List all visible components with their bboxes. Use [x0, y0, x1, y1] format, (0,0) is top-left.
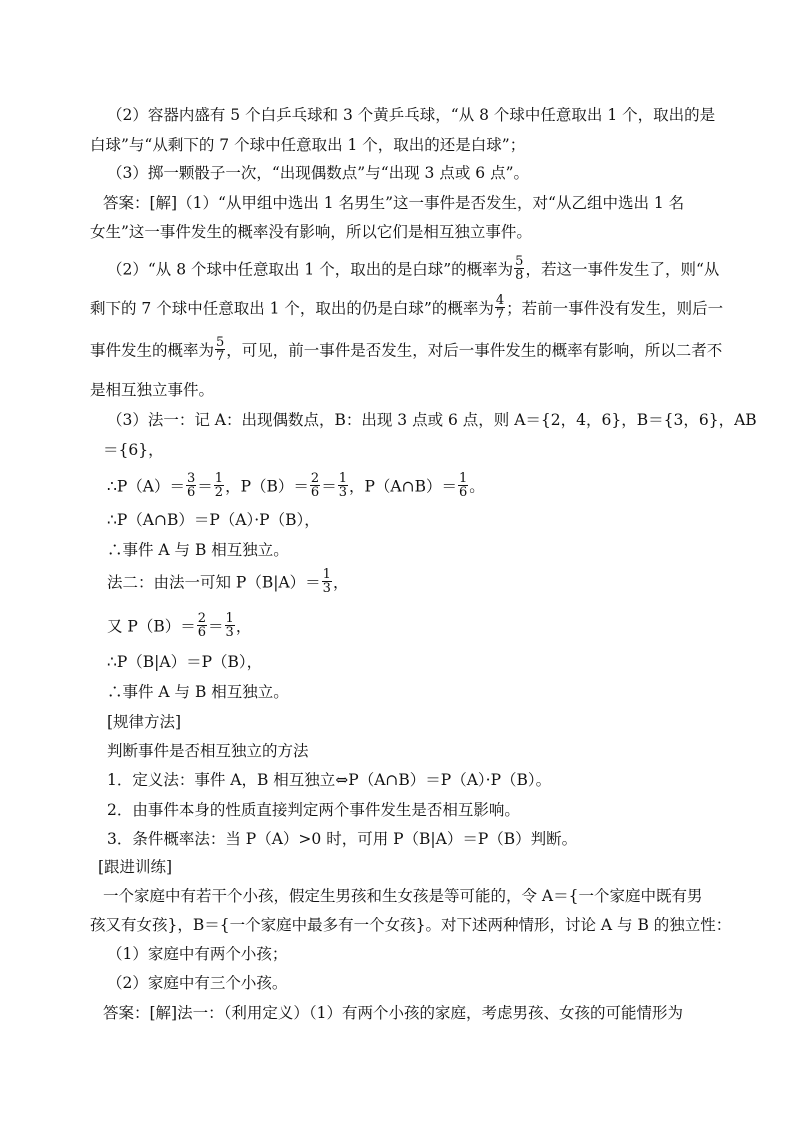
text-span: 又 P（B）＝	[107, 617, 196, 636]
text-span: ；若前一事件没有发生，则后一	[506, 299, 724, 318]
text-line	[107, 105, 715, 125]
text-span: 女生”这一事件发生的概率没有影响，所以它们是相互独立事件。	[90, 223, 532, 241]
text-span: ∴P（B|A）＝P（B），	[107, 653, 263, 671]
text-span: ＝	[197, 477, 213, 496]
text-span: ，若这一事件发生了，则“从	[525, 260, 720, 279]
text-span: （1）家庭中有两个小孩；	[107, 945, 288, 963]
text-line	[103, 1003, 683, 1023]
fraction-numerator: 1	[338, 471, 347, 486]
text-line	[107, 410, 757, 430]
fraction-numerator: 2	[310, 471, 320, 486]
text-span: ∴P（A）＝	[107, 477, 185, 496]
fraction-denominator: 3	[338, 485, 347, 500]
text-span: （3）法一：记 A：出现偶数点，B：出现 3 点或 6 点，则 A＝{2，4，6}，B＝{3，6}，AB	[107, 411, 757, 429]
text-line	[107, 567, 349, 597]
fraction-numerator: 1	[214, 471, 224, 486]
fraction	[197, 612, 207, 639]
fraction	[458, 472, 468, 499]
fraction-numerator: 1	[459, 471, 468, 486]
text-line	[103, 886, 703, 906]
text-span: （2）家庭中有三个小孩。	[107, 974, 288, 992]
text-span: 一个家庭中有若干个小孩，假定生男孩和生女孩是等可能的，令 A＝{一个家庭中既有男	[103, 887, 703, 905]
text-span: 白球”与“从剩下的 7 个球中任意取出 1 个，取出的还是白球”；	[90, 136, 526, 154]
text-span: 孩又有女孩}，B＝{一个家庭中最多有一个女孩}。对下述两种情形，讨论 A 与 B 的独立性：	[90, 916, 732, 934]
text-span: 剩下的 7 个球中任意取出 1 个，取出的仍是白球”的概率为	[90, 299, 494, 318]
fraction	[322, 568, 332, 595]
fraction-numerator: 4	[495, 293, 505, 308]
fraction-denominator: 6	[187, 485, 196, 500]
text-line	[90, 222, 532, 242]
fraction	[338, 472, 348, 499]
text-span: ＝{6}，	[103, 441, 164, 459]
text-span: [规律方法]	[107, 713, 182, 731]
fraction-denominator: 7	[495, 307, 505, 322]
fraction-denominator: 3	[225, 625, 234, 640]
text-line	[103, 440, 164, 460]
text-span: 法二：由法一可知 P（B|A）＝	[107, 573, 321, 592]
text-line	[98, 857, 172, 877]
fraction-numerator: 5	[216, 335, 225, 350]
text-span: 2．由事件本身的性质直接判定两个事件发生是否相互影响。	[107, 801, 520, 819]
fraction	[215, 336, 225, 363]
text-line	[90, 135, 525, 155]
text-span: ，P（B）＝	[225, 477, 309, 496]
text-line	[107, 682, 289, 702]
text-line	[90, 915, 731, 935]
text-span: ＝	[208, 617, 224, 636]
text-line	[107, 829, 577, 849]
fraction	[214, 472, 224, 499]
text-span: 判断事件是否相互独立的方法	[107, 742, 309, 760]
text-span: ，可见，前一事件是否发生，对后一事件发生的概率有影响，所以二者不	[226, 341, 723, 360]
text-span: ，	[235, 617, 252, 636]
text-line	[107, 163, 529, 183]
fraction-denominator: 6	[197, 625, 207, 640]
text-span: 答案：[解]（1）“从甲组中选出 1 名男生”这一事件是否发生，对“从乙组中选出 1 名	[103, 194, 685, 212]
fraction-denominator: 6	[310, 485, 320, 500]
text-span: ∴事件 A 与 B 相互独立。	[107, 683, 289, 701]
fraction	[310, 472, 320, 499]
fraction-denominator: 8	[515, 268, 524, 283]
text-span: ∴事件 A 与 B 相互独立。	[107, 541, 289, 559]
text-line	[107, 770, 551, 790]
text-span: ∴P（A∩B）＝P（A）·P（B），	[107, 511, 320, 529]
fraction	[186, 472, 196, 499]
fraction-denominator: 3	[322, 581, 331, 596]
text-span: 是相互独立事件。	[90, 381, 215, 399]
fraction-numerator: 3	[187, 471, 196, 486]
text-line	[107, 540, 289, 560]
text-span: 事件发生的概率为	[90, 341, 215, 360]
text-span: （3）掷一颗骰子一次，“出现偶数点”与“出现 3 点或 6 点”。	[107, 164, 529, 182]
text-line	[107, 611, 252, 641]
fraction-denominator: 7	[216, 349, 225, 364]
fraction-numerator: 2	[197, 611, 207, 626]
fraction-numerator: 5	[515, 254, 524, 269]
text-line	[107, 254, 720, 284]
text-span: 答案：[解]法一：（利用定义）（1）有两个小孩的家庭，考虑男孩、女孩的可能情形为	[103, 1004, 683, 1022]
text-span: ，P（A∩B）＝	[348, 477, 457, 496]
text-line	[90, 335, 723, 365]
text-line	[107, 471, 485, 501]
text-line	[107, 973, 287, 993]
text-span: ＝	[321, 477, 337, 496]
text-span: 1．定义法：事件 A，B 相互独立⇔P（A∩B）＝P（A）·P（B）。	[107, 771, 552, 789]
fraction-denominator: 6	[459, 485, 468, 500]
fraction	[514, 255, 524, 282]
text-span: ，	[332, 573, 349, 592]
fraction	[225, 612, 235, 639]
text-line	[107, 944, 287, 964]
text-line	[103, 193, 684, 213]
fraction-numerator: 1	[322, 567, 331, 582]
text-line	[90, 293, 724, 323]
text-span: [跟进训练]	[98, 858, 173, 876]
text-span: 3．条件概率法：当 P（A）>0 时，可用 P（B|A）＝P（B）判断。	[107, 830, 578, 848]
text-line	[107, 712, 181, 732]
text-span: （2）“从 8 个球中任意取出 1 个，取出的是白球”的概率为	[107, 260, 514, 279]
text-span: （2）容器内盛有 5 个白乒乓球和 3 个黄乒乓球，“从 8 个球中任意取出 1 个，取出的是	[107, 106, 716, 124]
text-span: 。	[469, 477, 485, 496]
text-line	[107, 652, 262, 672]
text-line	[90, 380, 214, 400]
text-line	[107, 800, 520, 820]
fraction-numerator: 1	[225, 611, 234, 626]
text-line	[107, 741, 309, 761]
text-line	[107, 510, 320, 530]
fraction	[495, 294, 505, 321]
fraction-denominator: 2	[214, 485, 224, 500]
